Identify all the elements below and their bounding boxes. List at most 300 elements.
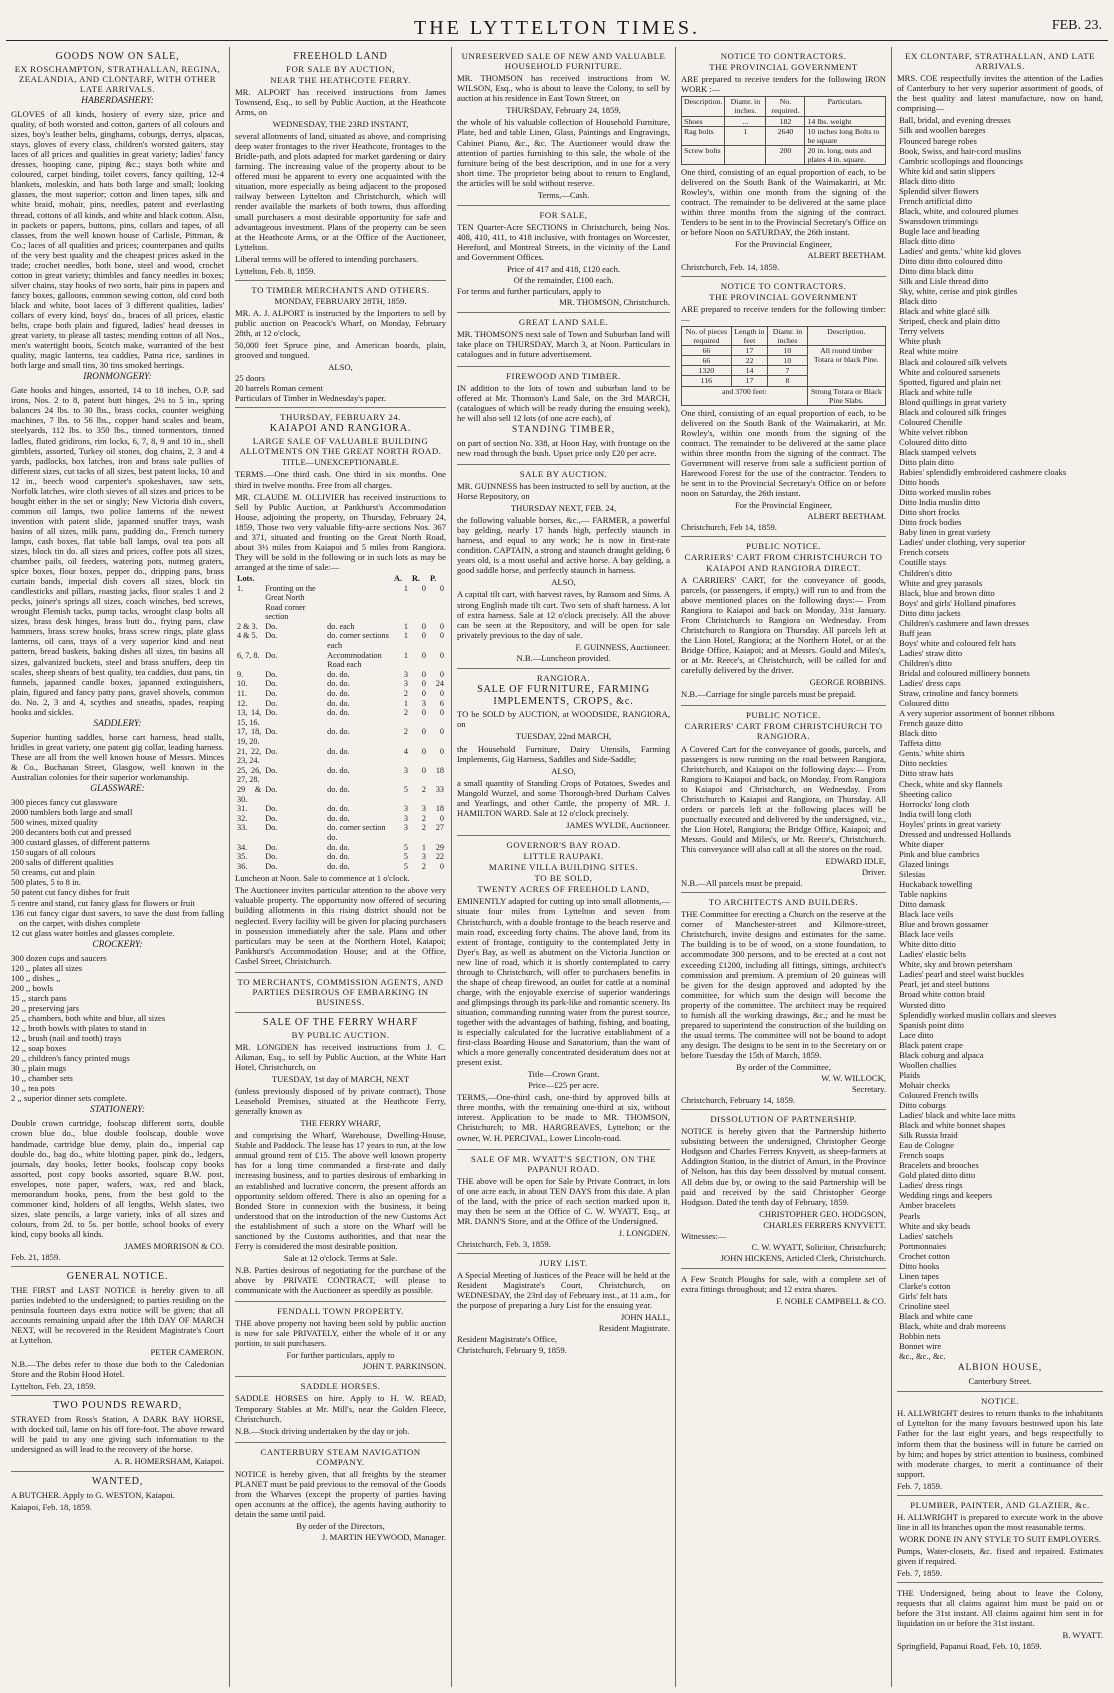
newspaper-title: THE LYTTELTON TIMES. [414,17,700,39]
list-item: White diaper [899,838,944,849]
table-cell: 8 [768,376,807,386]
ad-date: Feb. 7, 1859. [897,1480,943,1491]
list-item: &c., &c., &c. [899,1351,946,1362]
ad-heading: KAIAPOI AND RANGIORA. [269,423,412,435]
table-cell: 0 [439,650,444,660]
table-cell: 116 [682,376,732,386]
list-item: Ladies' pearl and steel waist buckles [899,969,1024,980]
table-cell: Do. [265,804,278,814]
list-item: 2 ,, superior dinner sets complete. [11,1093,127,1104]
ad-signature: JAMES WYLDE, Auctioneer. [566,819,670,830]
list-item: Blond quillings in great variety [899,396,1007,407]
table-cell: Do. [265,765,278,775]
table-cell: 33 [435,784,444,794]
list-item: Eau de Cologne [899,1140,954,1151]
ad-kaiapoi-rangiora [235,408,446,972]
iron-work-table [681,96,886,165]
list-item: Boys' and girls' Holland pinafores [899,597,1016,608]
table-cell: 0 [439,727,444,737]
list-item: Black ditto ditto [899,235,955,246]
table-row [682,346,886,356]
ad-heading: UNRESERVED SALE OF NEW AND VALUABLE HOUSEHOLD FURNITURE. [461,51,666,72]
ad-name: STANDING TIMBER, [511,424,616,435]
list-item: Children's ditto [899,657,952,668]
table-row [235,584,446,622]
section-title: IRONMONGERY: [83,372,152,383]
ad-steam-navigation [235,1443,446,1548]
ad-signature: ALBERT BEETHAM. [807,250,886,261]
list-item: 20 ,, preserving jars [11,1002,80,1013]
table-cell: 13, 14, 15, 16. [237,708,262,727]
table-cell: 35. [237,852,248,862]
list-item: White, sky and brown petersham [899,959,1013,970]
list-item: French soaps [899,1150,945,1161]
ad-note: N.B.—All parcels must be prepaid. [681,878,803,889]
table-row [235,862,446,872]
table-cell: 5 [403,861,408,871]
table-cell: Do. [265,861,278,871]
ad-signature: B. WYATT. [1062,1630,1103,1641]
table-cell: 2 [421,784,426,794]
ad-heading: EX CLONTARF, STRATHALLAN, AND LATE ARRIVALS. [904,51,1096,72]
list-item: 500 wines, mixed quality [11,817,98,828]
list-item: Black and coloured silk velvets [899,356,1007,367]
ad-body: TEN Quarter-Acre SECTIONS in Christchurch, being Nos. 408, 410, 411, to 418 inclusive, with frontages on Worcester, Hereford, and Montreal Streets, in the vicinity of the Land and Government Offices. [457,221,670,263]
list-item: Black lace veils [899,909,954,920]
table-cell: 0 [439,631,444,641]
ad-signature: MR. THOMSON, Christchurch. [559,297,670,308]
list-item: Wedding rings and keepers [899,1190,993,1201]
table-cell: 18 [435,804,444,814]
ad-freehold-land [235,47,446,281]
list-item: Woollen challies [899,1059,957,1070]
table-cell: 0 [421,650,426,660]
table-cell: Do. [265,621,278,631]
table-cell: 7 [768,366,807,376]
table-cell: 2 [421,823,426,833]
list-item: White velvet ribbon [899,426,968,437]
ad-body: (unless previously disposed of by private contract), Those Leasehold Premises, situated at the Heathcote Ferry, generally known as [235,1086,446,1117]
list-item: Black, blue and brown ditto [899,587,995,598]
table-row [235,708,446,727]
table-cell: All round timber Totara or black Pine. [807,346,885,386]
table-cell: Do. [265,679,278,689]
list-item: Hoyles' prints in great variety [899,818,1001,829]
table-cell: 5 [403,852,408,862]
table-cell [325,584,392,622]
ad-heading: JURY LIST. [539,1258,588,1269]
list-item: Children's ditto [899,567,952,578]
ad-heading: TO MERCHANTS, COMMISSION AGENTS, AND PARTIES DESIROUS OF EMBARKING IN BUSINESS. [237,976,444,1007]
table-cell: 22 [731,356,767,366]
table-cell: 0 [421,765,426,775]
ad-signature-title: Secretary. [851,1084,886,1095]
ad-date: Feb. 21, 1859. [11,1252,61,1263]
ad-address: Canterbury Street. [968,1376,1032,1387]
table-row [235,814,446,824]
ad-subheading: SALE OF FURNITURE, FARMING IMPLEMENTS, CROPS, &c. [477,683,650,707]
list-item: French artificial ditto [899,195,973,206]
ad-signature: J. MARTIN HEYWOOD, Manager. [321,1532,446,1543]
ad-wanted [11,1472,224,1516]
table-cell: 0 [421,669,426,679]
list-item: Pink and blue cambrics [899,848,980,859]
ad-subheading: EX ROSCHAMPTON, STRATHALLAN, REGINA, ZEALANDIA, AND CLONTARF, WITH OTHER LATE ARRIVALS. [14,63,221,94]
list-item: Terry velvets [899,326,944,337]
list-item: Gents.' white shirts [899,748,965,759]
table-row [682,116,886,126]
ad-subheading: LITTLE RAUPAKI. [523,850,604,861]
table-cell: 11. [237,689,247,699]
ad-body: SADDLE HORSES on hire. Apply to H. W. READ, Temporary Stables at Mr. Mill's, near the Golden Fleece, Christchurch. [235,1393,446,1424]
ad-heading: FIREWOOD AND TIMBER. [506,370,621,381]
table-cell: 17 [731,346,767,356]
table-cell: do. do. [327,698,350,708]
ad-great-land-sale [457,313,670,366]
table-cell: 33. [237,823,248,833]
table-header [263,574,325,584]
table-cell: do. corner sections each [327,631,389,651]
list-item: Black and white cane [899,1310,973,1321]
ad-note: N.B.—Stock driving undertaken by the day or job. [235,1425,410,1436]
table-cell: 0 [421,679,426,689]
table-cell: 3 [403,669,408,679]
list-item: 25 ,, chambers, both white and blue, all sizes [11,1012,166,1023]
ad-merchants [235,973,446,1013]
ad-signature-title: Driver. [861,867,886,878]
ad-note: N.B.—Luncheon provided. [516,652,611,663]
table-header: P. [430,573,437,583]
ad-timber-merchants [235,281,446,409]
column-5 [892,47,1108,1687]
list-item: Pearls [899,1210,921,1221]
table-cell: 2 [403,689,408,699]
ad-signature: F. NOBLE CAMPBELL & CO. [776,1295,886,1306]
table-header-row [235,574,446,584]
table-row [235,699,446,709]
ad-body: the whole of his valuable collection of Household Furniture, Plate, bed and table Linen, Glass, Paintings and Engravings, Cabinet Piano, &c., &c. The Auctioneer would draw the attention of parties furnishing to this sale, the whole of the furniture being of the best description, and in use for a very short time. The proprietor being about to return to England, the articles will be sold without reserve. [457,117,670,188]
list-item: Silk and woollen bareges [899,125,986,136]
list-item: 500 plates, 5 to 8 in. [11,877,81,888]
table-cell: do. do. [327,852,350,862]
table-cell: Do. [265,669,278,679]
ad-heading: GREAT LAND SALE. [518,317,609,328]
list-item: 2000 tumblers both large and small [11,807,133,818]
table-cell: 2 [403,708,408,718]
ad-body: MR. LONGDEN has received instructions from J. C. Aikman, Esq., to sell by Public Auction, at the White Hart Hotel, Christchurch, on [235,1041,446,1072]
list-item: Taffeta ditto [899,738,941,749]
list-item: 136 cut fancy cigar dust savers, to save the dust from falling on the carpet, with dishes complete [11,907,224,928]
list-item: Swansdown trimmings [899,215,979,226]
list-item: 12 ,, brush (nail and tooth) trays [11,1033,122,1044]
list-item: 5 centre and stand, cut fancy glass for flowers or fruit [11,897,195,908]
ad-signature: CHRISTOPHER GEO. HODGSON, [759,1208,886,1219]
table-header [325,574,392,584]
ad-signature: JAMES MORRISON & CO. [124,1240,224,1251]
ad-witness: Witnesses:— [681,1230,727,1241]
list-item: Crochet cotton [899,1250,950,1261]
ad-subheading: CARRIERS' CART FROM CHRISTCHURCH TO RANGIORA. [684,721,883,742]
ad-line: Particulars of Timber in Wednesday's paper. [235,393,387,404]
table-cell: 0 [421,583,426,593]
list-item: Black stamped velvets [899,446,977,457]
table-cell: do. do. [327,765,350,775]
list-item: Spotted, figured and plain net [899,376,1001,387]
list-item: Black ditto [899,296,937,307]
table-cell: 1 [725,126,766,145]
ad-architects [681,893,886,1110]
ad-governors-bay [457,836,670,1150]
list-item: Coutille stays [899,557,947,568]
ad-body: ARE prepared to receive tenders for the following IRON WORK :— [681,74,886,95]
ad-body: THE Undersigned, being about to leave the Colony, requests that all claims against him must be paid on or before the 31st instant. All claims against him sent in for liquidation on or before the 31st instant. [897,1588,1103,1629]
ad-signature: W. W. WILLOCK, [821,1073,886,1084]
ad-heading: GOODS NOW ON SALE, [55,51,180,62]
goods-list [897,115,1103,1361]
list-item: Ladies' black and white lace mitts [899,1110,1016,1121]
list-item: Table napkins [899,889,947,900]
list-item: Children's cashmere and lawn dresses [899,617,1029,628]
ad-for-sale [457,206,670,313]
table-cell: 0 [439,689,444,699]
ad-body: the Household Furniture, Dairy Utensils, Farming Implements, Gig Harness, Saddles and Side-Saddle; [457,743,670,764]
list-item: A very superior assortment of bonnet ribbons [899,708,1055,719]
ad-body: GLOVES of all kinds, hosiery of every size, price and quality, of both worsted and cotton, garters of all colours and sizes, boy's leather belts, ginghams, coburgs, derrys, alpacas, stays, gloves of every class, children's worsted gaiters, stay laces of all prices and qualities in great variety; ladies' fancy dresses, hooping cane, piping &c.; stays both white and coloured, carpet binding, toilet covers, fancy quilting, 12-4 blankets, moleskin, and hats both large and small; looking glasses, the most superior; cotton and linen tapes, silk and white braid, mohair, pins, needles, patent and everlasting thread, cottons of all kinds, and white and black cotton. Also, in packets or papers, buttons, pins, collars and tapes, of all classes, from the well known house of Carlisle, Pittman, & Co.; laces of all qualities and prices; counterpanes and quilts of the very best quality and the cheapest prices asked in the trade; crochet needles, both bone, steel and wood, crochet cotton in great variety; thimbles and fancy needles in boxes; silver chains, stay hooks of two sorts, hair pins in papers and fancy boxes, galloons, common sewing cotton, old cord both black and white, boot laces of 3 different qualities, ladies' collars of every kind, boys' do., braces of all prices, elastic belts, crape both plain and figured, ladies' head dresses in great variety, to please all tastes; mending cotton of all Nos., men's watertight boots, Scotch make, warranted of the best quality, magic lanterns, tea caddies, Patna rice, sardines in both large and small tins, 30 tins smoked herrings. [11,109,224,371]
ad-body: Liberal terms will be offered to intending purchasers. [235,253,419,264]
ad-when: THURSDAY, February 24, 1859, [506,105,621,116]
list-item: 200 salts of different qualities [11,857,114,868]
ad-date: Feb. 7, 1859. [897,1568,943,1579]
table-cell: 31. [237,804,248,814]
section-title: GLASSWARE: [90,784,145,795]
table-cell: Do. [265,708,278,718]
list-item: Ditto coburgs [899,1100,946,1110]
crockery-list [11,953,224,1104]
table-cell: 0 [439,813,444,823]
table-cell: 0 [439,669,444,679]
table-cell: 9. [237,669,244,679]
table-cell: do. do. [327,842,350,852]
list-item: Black and white tulle [899,386,973,397]
ad-body: MR. A. J. ALPORT is instructed by the Importers to sell by public auction on Peacock's Wharf, on Monday, February 28th, at 12 o'clock, [235,307,446,339]
ad-body: 50,000 feet Spruce pine, and American boards, plain, grooved and tongued. [235,340,446,361]
table-header: Lots. [237,573,255,583]
table-cell: 4 & 5. [237,631,258,641]
ad-body: IN addition to the lots of town and suburban land to be offered at Mr. Thomson's Land Sale, on the 3rd MARCH, (catalogues of which will be ready during the ensuing week), he will also sell 12 lots (of one acre each), of [457,382,670,423]
table-header-row [682,97,886,116]
list-item: Sky, white, cerise and pink girdles [899,286,1018,297]
table-cell: 20 in. long, nuts and plates 4 in. square. [805,145,886,164]
list-item: Straw, crinoline and fancy bonnets [899,688,1019,699]
table-cell: Do. [265,727,278,737]
table-header: No. of pieces required [682,326,732,345]
ad-two-pounds-reward [11,1396,224,1472]
ad-also: ALSO, [551,577,576,588]
list-item: Bobbin nets [899,1331,941,1342]
table-row [235,823,446,842]
table-row [235,689,446,699]
list-item: 120 ,, plates all sizes [11,962,83,973]
table-row [235,622,446,632]
list-item: Coloured ditto [899,698,949,709]
table-cell: and 3700 feet: [682,386,808,405]
ad-subheading: CARRIERS' CART FROM CHRISTCHURCH TO KAIAPOI AND RANGIORA DIRECT. [684,552,883,573]
list-item: India twill long cloth [899,808,972,819]
table-cell: Do. [265,842,278,852]
table-header: Description. [682,97,725,116]
table-cell: 0 [439,708,444,718]
ad-heading: RANGIORA. [536,672,591,683]
table-cell: 1 [403,621,408,631]
table-cell: Rag bolts [682,126,725,145]
list-item: Plaids [899,1069,921,1080]
ad-signature: ALBERT BEETHAM. [807,511,886,522]
ad-jury-list [457,1254,670,1358]
list-item: White and grey parasols [899,577,983,588]
table-cell: 66 [682,356,732,366]
ad-body: MRS. COE respectfully invites the attention of the Ladies of Canterbury to her very superior assortment of goods, of the best quality and latest manufacture, now on hand, comprising— [897,73,1103,114]
list-item: Babies' splendidly embroidered cashmere cloaks [899,467,1067,478]
list-item: Check, white and sky flannels [899,778,1003,789]
list-item: 12 ,, broth bowls with plates to stand in [11,1023,147,1034]
ad-scotch-ploughs [681,1269,886,1311]
ad-signature-title: Resident Magistrate. [598,1323,670,1334]
list-item: Ditto ditto jackets [899,607,961,618]
ad-body: H. ALLWRIGHT is prepared to execute work in the above line in all its branches upon the most reasonable terms. [897,1511,1103,1532]
table-cell: 3 [403,765,408,775]
list-item: 12 cut glass water bottles and glasses complete. [11,927,175,938]
table-cell: 17 [731,376,767,386]
issue-date: FEB. 23. [1051,18,1102,33]
list-item: Ditto damask [899,899,946,910]
ad-place: Resident Magistrate's Office, [457,1334,557,1345]
ad-clontarf-goods [897,47,1103,1392]
ad-body: TO be SOLD by AUCTION, at WOODSIDE, RANGIORA, on [457,709,670,730]
table-row [235,679,446,689]
list-item: Ditto ditto black ditto [899,266,974,277]
ad-general-notice [11,1267,224,1396]
ad-heading: TO ARCHITECTS AND BUILDERS. [708,897,859,908]
ad-date-heading: THURSDAY, FEBRUARY 24. [280,412,401,423]
list-item: 50 creams, cut and plain [11,867,95,878]
list-item: Crinoline steel [899,1300,950,1311]
ad-date: Christchurch, Feb. 3, 1859. [457,1239,551,1250]
table-cell: 10 [768,356,807,366]
list-item: Ladies' dress rings [899,1180,963,1191]
table-cell: 14 [731,366,767,376]
ad-body: A Few Scotch Ploughs for sale, with a complete set of extra fittings throughout; and 12 extra shares. [681,1273,886,1294]
ad-note: N.B.—Carriage for single parcels must be prepaid. [681,689,856,700]
column-3 [452,47,676,1687]
table-cell: do. do. [327,679,350,689]
ad-also: ALSO, [328,362,353,373]
lots-table-body [235,584,446,872]
list-item: Striped, check and plain ditto [899,316,1000,327]
ad-title-note: TITLE—UNEXCEPTIONABLE. [281,457,400,468]
list-item: French corsets [899,547,949,558]
table-cell: Accommodation Road each [327,650,382,670]
ad-heading: DISSOLUTION OF PARTNERSHIP. [710,1114,857,1125]
ad-title-note: Title—Crown Grant. [527,1069,600,1080]
ad-body: and comprising the Wharf, Warehouse, Dwelling-House, Stable and Paddock. The lease has 17 years to run, at the low annual ground rent of £15. The above well known property has for a long time commanded a first-rate and daily increasing business, and to parties desirous of embarking in an established and lucrative concern, the present affords an opportunity seldom offered. There is also an opening for a Bonded Store in connexion with the business, it being understood that on the introduction of the new Customs Act the establishment of such a store on the Wharf will be sanctioned by the Customs authorities, and that near the Ferry is considered the most desirable position. [235,1130,446,1251]
table-cell: Do. [265,823,278,833]
ad-rangiora [457,669,670,836]
table-cell: 5 [403,842,408,852]
table-cell: 1. [237,583,244,593]
ad-body: One third, consisting of an equal proportion of each, to be delivered on the South Bank of the Waimakariri, at Mr. Rowley's, within one month from the signing of the contract. The remainder to be delivered at the same place within three months from the signing of the contract. The Government will reserve from sale a sufficient portion of Harewood Forest for the use of the contractor. Tenders to be sent in to the Provincial Secretary's Office on or before noon on Saturday, the 26th instant. [681,407,886,499]
list-item: Splendidly worked muslin collars and sleeves [899,1009,1057,1020]
ad-subheading: TWENTY ACRES OF FREEHOLD LAND, [477,884,650,895]
list-item: Ladies' dress caps [899,678,961,689]
table-cell: Do. [265,631,278,641]
list-item: Lace ditto [899,1029,934,1040]
table-cell: 0 [421,621,426,631]
list-item: Clarke's cotton [899,1280,951,1291]
ad-date: Christchurch, February 9, 1859. [457,1344,567,1355]
table-row [235,852,446,862]
ad-body: MR. THOMSON'S next sale of Town and Suburban land will take place on THURSDAY, March 3, at Noon. Particulars in catalogues and in future advertisement. [457,329,670,360]
ad-heading: SALE OF THE FERRY WHARF [262,1017,419,1029]
ad-body: Pumps, Water-closets, &c. fixed and repaired. Estimates given if required. [897,1546,1103,1567]
ad-subheading: BY PUBLIC AUCTION. [291,1029,390,1040]
table-cell: do. each [327,621,355,631]
ad-firewood [457,367,670,465]
ad-body: THE above property not having been sold by public auction is now for sale PRIVATELY, either the whole of it or any portion, to suit purchasers. [235,1318,446,1349]
ad-for: For the Provincial Engineer, [734,500,833,511]
list-item: 300 pieces fancy cut glassware [11,797,118,808]
list-item: Ditto plain ditto [899,457,954,467]
ad-signature: A. R. HOMERSHAM, Kaiapoi. [113,1456,224,1467]
list-item: Blue and brown gossamer [899,919,989,930]
ad-price: Of the remainder, £100 each. [513,275,614,286]
list-item: Ditto hooks [899,1260,940,1271]
ad-body: THE above will be open for Sale by Private Contract, in lots of one acre each, in about TEN DAYS from this date. A plan of the land, with the price of each section marked upon it, may then be seen at the Office of C. W. WYATT, Esq., at MR. DANN'S Store, and at the Office of the Undersigned. [457,1175,670,1226]
list-item: Buff jean [899,627,932,638]
table-cell: 5 [403,784,408,794]
table-cell: 3 [421,852,426,862]
table-row [682,386,886,405]
list-item: 300 dozen cups and saucers [11,952,107,963]
ad-body: NOTICE is hereby given, that all freights by the steamer PLANET must be paid previous to the removal of the Goods from the Wharves (except the property of parties having open accounts at the office), the agents having authority to detain the same until paid. [235,1468,446,1520]
ad-body: THE FIRST and LAST NOTICE is hereby given to all parties indebted to the undersigned; to parties residing on the peninsula fourteen days extra notice will be given; that all accounts remaining unpaid after the 18th DAY OF MARCH NEXT, will be recovered in the Resident Magistrate's Court at Lyttelton. [11,1284,224,1346]
table-cell: do. do. [327,861,350,871]
list-item: Dressed and undressed Hollands [899,828,1011,839]
table-cell: 18 [435,765,444,775]
list-item: Silk Russia braid [899,1130,958,1141]
list-item: Ladies' straw ditto [899,647,963,658]
table-row [682,145,886,164]
ad-heading: NOTICE. [981,1396,1019,1407]
ad-price: Price of 417 and 418, £120 each. [506,264,621,275]
ad-body: The Auctioneer invites particular attention to the above very valuable property. The opportunity now offered of securing building allotments in this rising district should not be neglected. Every facility will be given for placing purchasers in possession immediately after the sale. Plans and other particulars may be seen at the Northern Hotel, Kaiapoi; Pankhurst's Accommodation House; and at the Office, Cashel Street, Christchurch. [235,885,446,966]
table-cell: do. do. [327,784,350,794]
list-item: Ladies' elastic belts [899,949,966,960]
table-cell: do. do. [327,669,350,679]
list-item: Ladies' and gents.' white kid gloves [899,246,1021,257]
table-cell: 66 [682,346,732,356]
list-item: French gauze ditto [899,718,963,729]
table-row [235,766,446,785]
ad-caps: WORK DONE IN ANY STYLE TO SUIT EMPLOYERS. [898,1533,1102,1544]
ad-note: N.B. Parties desirous of negotiating for the purchase of the above by PRIVATE CONTRACT, will please to communicate with the Auctioneer as speedily as possible. [235,1264,446,1295]
ad-heading: NOTICE TO CONTRACTORS. [720,280,847,291]
table-header: Diamr. in inches. [725,97,766,116]
ad-body: One third, consisting of an equal proportion of each, to be delivered on the South Bank of the Waimakariri, at Mr. Rowley's, within one month from the signing of the contract. The remainder to be delivered at the same place within three months from the signing of the contract. Tenders to be sent in to the Provincial Secretary's Office on or before Noon on SATURDAY, the 26th instant. [681,167,886,238]
ad-heading: FREEHOLD LAND [293,51,388,62]
table-header: No. required. [766,97,805,116]
list-item: Black, white, and coloured plumes [899,205,1019,216]
list-item: Silesias [899,868,926,879]
